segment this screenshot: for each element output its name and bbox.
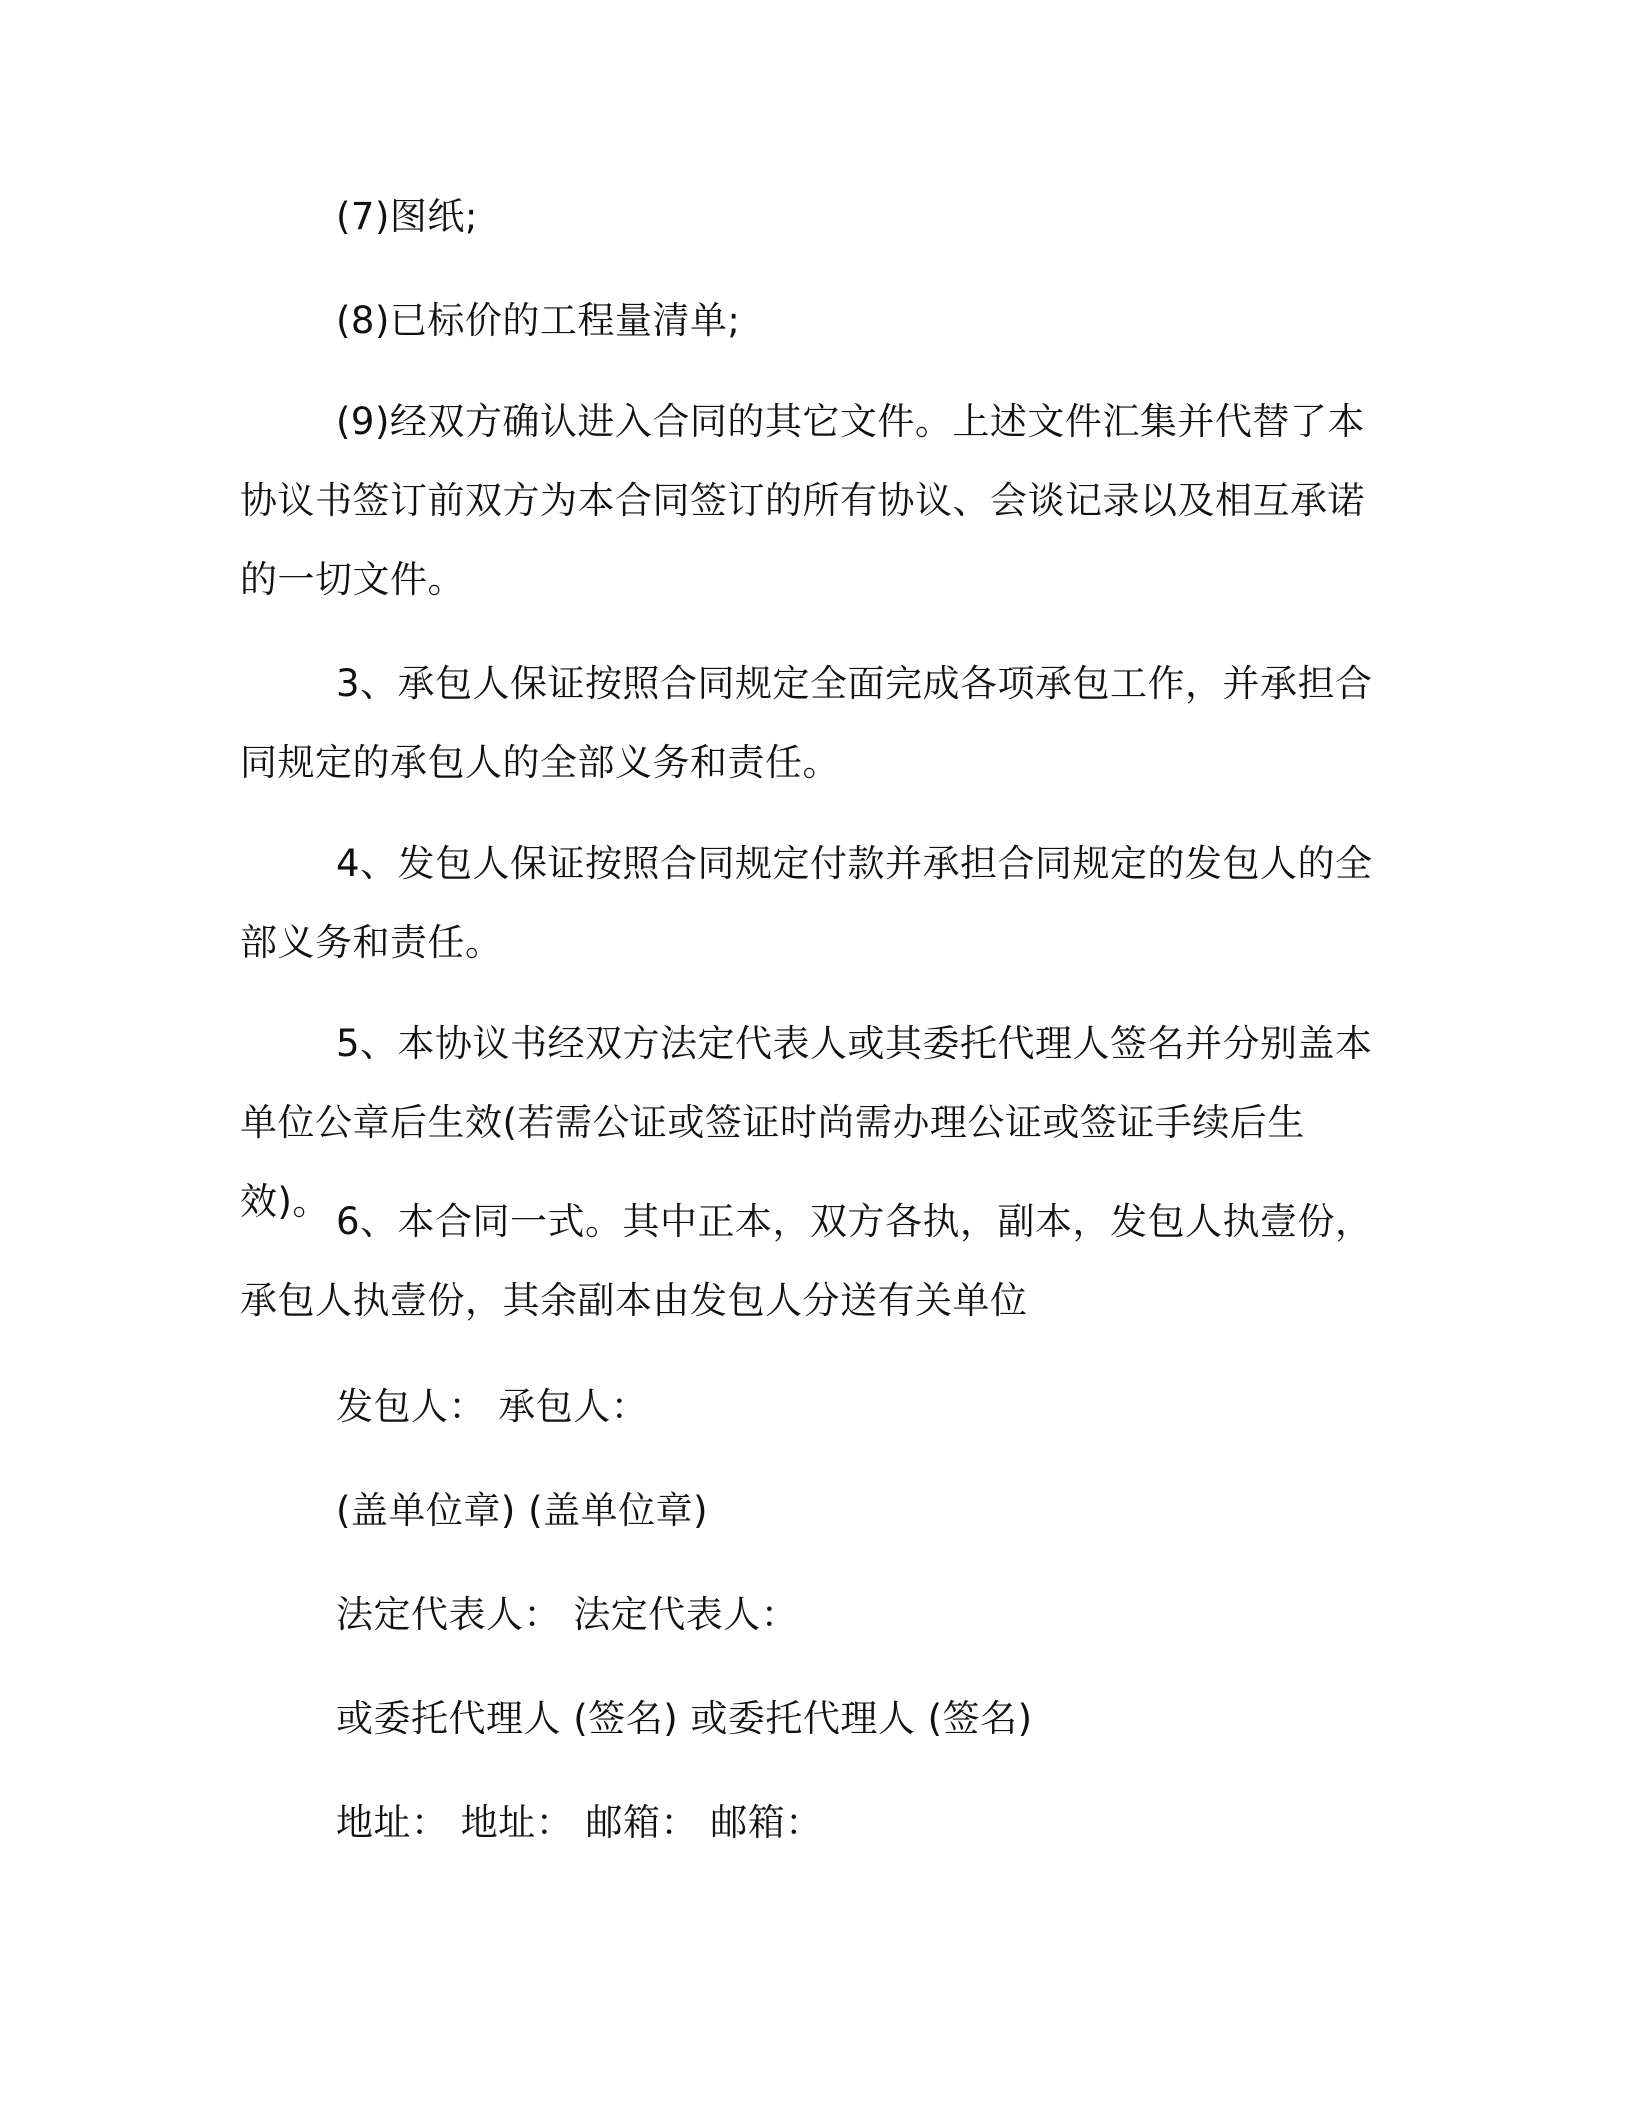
clause-6-copies (240, 1182, 1390, 1340)
clause-4-employer-guarantee (240, 824, 1390, 982)
paragraph: (9)经双方确认进入合同的其它文件。上述文件汇集并代替了本协议书签订前双方为本合同签订的所有协议、会谈记录以及相互承诺的一切文件。 (240, 400, 1365, 601)
paragraph: 发包人： 承包人： (336, 1385, 649, 1428)
signature-legal-representative (240, 1570, 1390, 1660)
item-9-other-documents (240, 382, 1390, 619)
signature-seal (240, 1466, 1390, 1556)
clause-3-contractor-guarantee (240, 644, 1390, 802)
item-7-drawings (240, 172, 1390, 262)
paragraph: 3、承包人保证按照合同规定全面完成各项承包工作，并承担合同规定的承包人的全部义务和责任。 (240, 662, 1373, 784)
paragraph: 5、本协议书经双方法定代表人或其委托代理人签名并分别盖本单位公章后生效(若需公证或签证时尚需办理公证或签证手续后生效)。 (240, 1022, 1373, 1223)
signature-address-mailbox (240, 1778, 1390, 1868)
signature-parties (240, 1362, 1390, 1452)
paragraph: 6、本合同一式。其中正本，双方各执，副本，发包人执壹份，承包人执壹份，其余副本由发包人分送有关单位 (240, 1200, 1373, 1322)
paragraph: (盖单位章) (盖单位章) (336, 1489, 709, 1532)
signature-agent (240, 1674, 1390, 1764)
paragraph: 或委托代理人 (签名) 或委托代理人 (签名) (336, 1697, 1033, 1740)
paragraph: 法定代表人： 法定代表人： (336, 1593, 799, 1636)
paragraph: 4、发包人保证按照合同规定付款并承担合同规定的发包人的全部义务和责任。 (240, 842, 1373, 964)
paragraph: 地址： 地址： 邮箱： 邮箱： (336, 1801, 823, 1844)
paragraph: (8)已标价的工程量清单; (336, 299, 741, 342)
item-8-bill-of-quantities (240, 276, 1390, 366)
paragraph: (7)图纸; (336, 195, 478, 238)
